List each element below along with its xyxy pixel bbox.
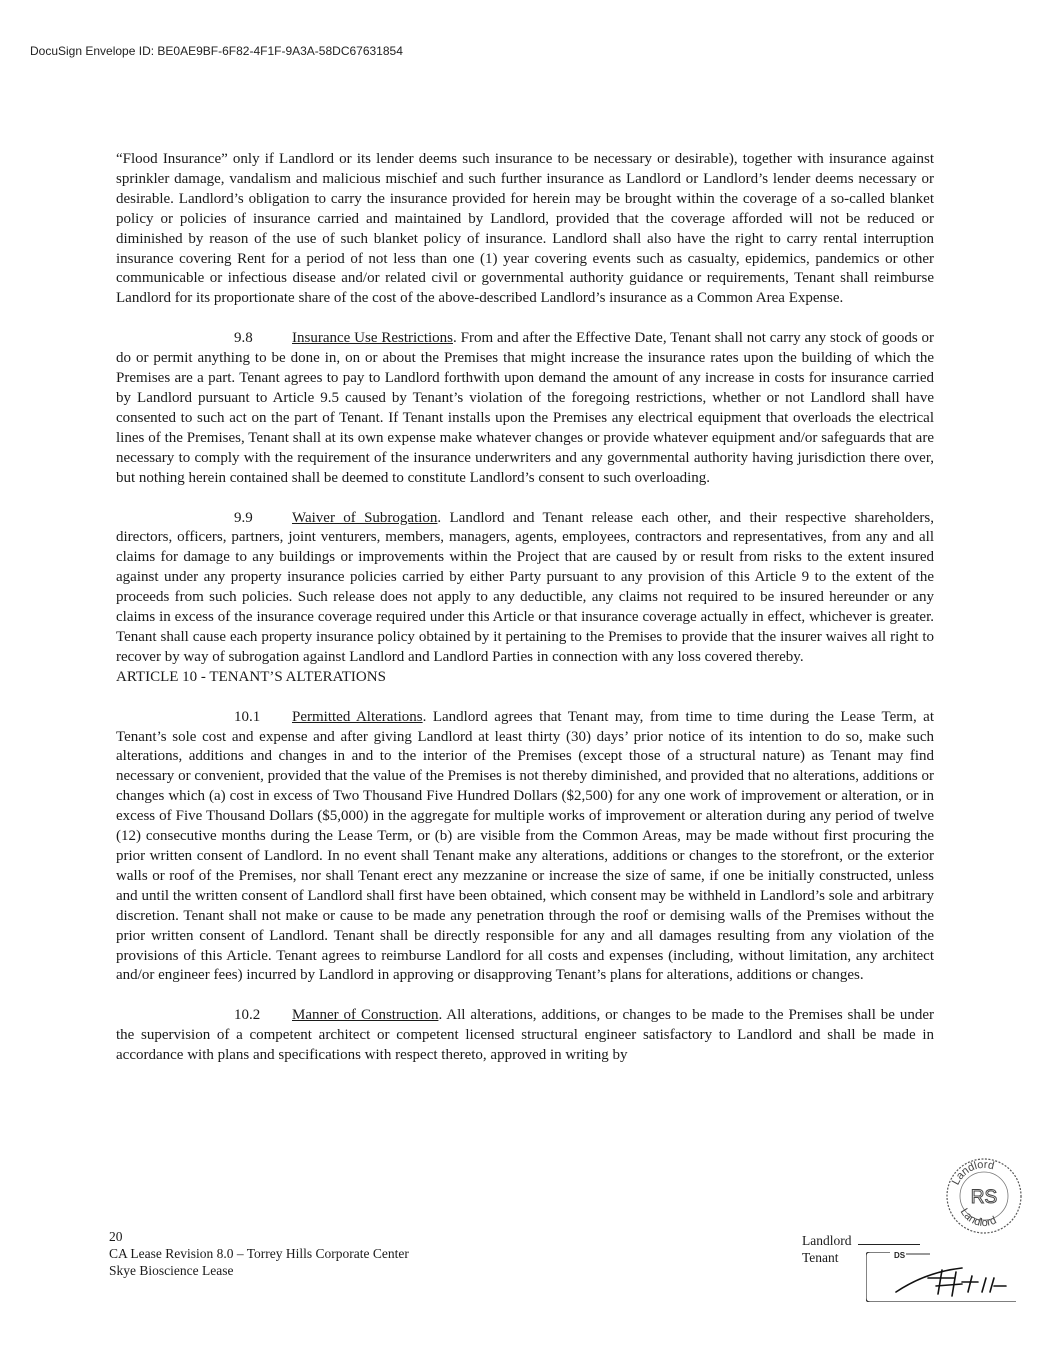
section-text: . Landlord and Tenant release each other, and their respective shareholders, directors, officers, partners, joint venturers, members, managers, agents, employees, contractors and representatives, from any and all claims for damage to any buildings or improvements within the Project that are caused by or result from risks to the extent insured against under any property insurance policies carried by either Party pursuant to any provision of this Article 9 to the extent of the proceeds from such policies. Such release does not apply to any deductible, any claims not required to be insured hereunder or any claims in excess of the insurance coverage required under this Article or that insurance coverage actually in effect, whichever is greater. Tenant shall cause each property insurance policy obtained by it pertaining to the Premises to provide that the insurer waives all right to recover by way of subrogation against Landlord and Landlord Parties in connection with any loss covered thereby. [116,509,934,665]
page-number: 20 [109,1229,123,1244]
tenant-docusign-initials-box [866,1252,1016,1302]
section-text: . From and after the Effective Date, Tenant shall not carry any stock of goods or do or permit anything to be done in, on or about the Premises that might increase the insurance rates upon the building of which the Premises are a part. Tenant agrees to pay to Landlord forthwith upon demand the amount of any increase in costs for insurance carried by Landlord pursuant to Article 9.5 caused by Tenant’s violation of the foregoing restrictions, whether or not Landlord shall have consented to such act on the part of Tenant. If Tenant installs upon the Premises any electrical equipment that overloads the electrical lines of the Premises, Tenant shall at its own expense make whatever changes or provide whatever equipment and/or safeguards that are necessary to comply with the requirement of the insurance underwriters and any governmental authority having jurisdiction there over, but nothing herein contained shall be deemed to constitute Landlord’s consent to such overloading. [116,330,934,486]
docusign-envelope-id: DocuSign Envelope ID: BE0AE9BF-6F82-4F1F-9A3A-58DC67631854 [30,44,403,58]
section-text: . All alterations, additions, or changes to be made to the Premises shall be under the supervision of a competent architect or competent licensed structural engineer satisfactory to Landlord and shall be made in accordance with plans and specifications with respect thereto, approved in writing by [116,1007,934,1064]
section-title: Manner of Construction [292,1007,439,1024]
tenant-label: Tenant [802,1250,839,1265]
ds-label: DS [894,1252,906,1260]
stamp-initials: RS [970,1187,998,1208]
footer-left [109,1228,409,1279]
lease-name: Skye Bioscience Lease [109,1263,234,1278]
document-body [116,150,934,1066]
landlord-initial-line [802,1232,920,1249]
landlord-signature-line [858,1232,920,1245]
section-number: 10.2 [234,1007,261,1024]
stamp-ring-text-bottom: Landlord [957,1206,999,1230]
article-10-heading: ARTICLE 10 - TENANT’S ALTERATIONS [116,668,386,685]
landlord-initials-stamp [944,1156,1024,1236]
lease-revision: CA Lease Revision 8.0 – Torrey Hills Corporate Center [109,1246,409,1261]
section-title: Insurance Use Restrictions [292,330,453,347]
section-10-1 [116,708,934,987]
section-9-9 [116,509,934,668]
section-9-8 [116,329,934,488]
section-number: 9.8 [234,330,253,347]
section-number: 10.1 [234,708,261,725]
paragraph-flood-insurance-continuation: “Flood Insurance” only if Landlord or its lender deems such insurance to be necessary or desirable), together with insurance against sprinkler damage, vandalism and malicious mischief and such further insurance as Landlord or Landlord’s lender deems necessary or desirable. Landlord’s obligation to carry the insurance provided for herein may be brought within the coverage of a so-called blanket policy or policies of insurance carried and maintained by Landlord, provided that the coverage afforded will not be reduced or diminished by reason of the use of such blanket policy of insurance. Landlord shall also have the right to carry rental interruption insurance covering Rent for a period of not less than one (1) year covering events such as casualty, epidemics, pandemics or other communicable or infectious disease and/or related civil or governmental authority guidance or requirements, Tenant shall reimburse Landlord for its proportionate share of the cost of the above-described Landlord’s insurance as a Common Area Expense. [116,151,934,307]
tenant-handwritten-initials [896,1268,1006,1296]
landlord-label: Landlord [802,1233,852,1248]
section-number: 9.9 [234,509,253,526]
section-10-2 [116,1006,934,1066]
section-text: . Landlord agrees that Tenant may, from time to time during the Lease Term, at Tenant’s sole cost and expense and after giving Landlord at least thirty (30) days’ prior notice of its intention to do so, make such alterations, additions and changes in and to the interior of the Premises (except those of a structural nature) as Tenant may find necessary or convenient, provided that the value of the Premises is not thereby diminished, and provided that no alterations, additions or changes which (a) cost in excess of Two Thousand Five Hundred Dollars ($2,500) for any one work of improvement or alteration, or in excess of Five Thousand Dollars ($5,000) in the aggregate for multiple works of improvement or alteration during any period of twelve (12) consecutive months during the Lease Term, or (b) are visible from the Common Areas, may be made without first procuring the prior written consent of Landlord. In no event shall Tenant make any alterations, additions or changes to the storefront, or the exterior walls or roof of the Premises, nor shall Tenant erect any mezzanine or increase the size of same, if one be initially constructed, unless and until the written consent of Landlord shall first have been obtained, which consent may be withheld in Landlord’s sole and arbitrary discretion. Tenant shall not make or cause to be made any penetration through the roof or demising walls of the Premises without the prior written consent of Landlord. Tenant shall be directly responsible for any and all damages resulting from any violation of the provisions of this Article. Tenant agrees to reimburse Landlord for all costs and expenses (including, without limitation, any architect and/or engineer fees) incurred by Landlord in approving or disapproving Tenant’s plans for alterations, additions or changes. [116,708,934,984]
section-title: Waiver of Subrogation [292,509,438,526]
stamp-ring-text-top: Landlord [949,1158,996,1188]
section-title: Permitted Alterations [292,708,423,725]
